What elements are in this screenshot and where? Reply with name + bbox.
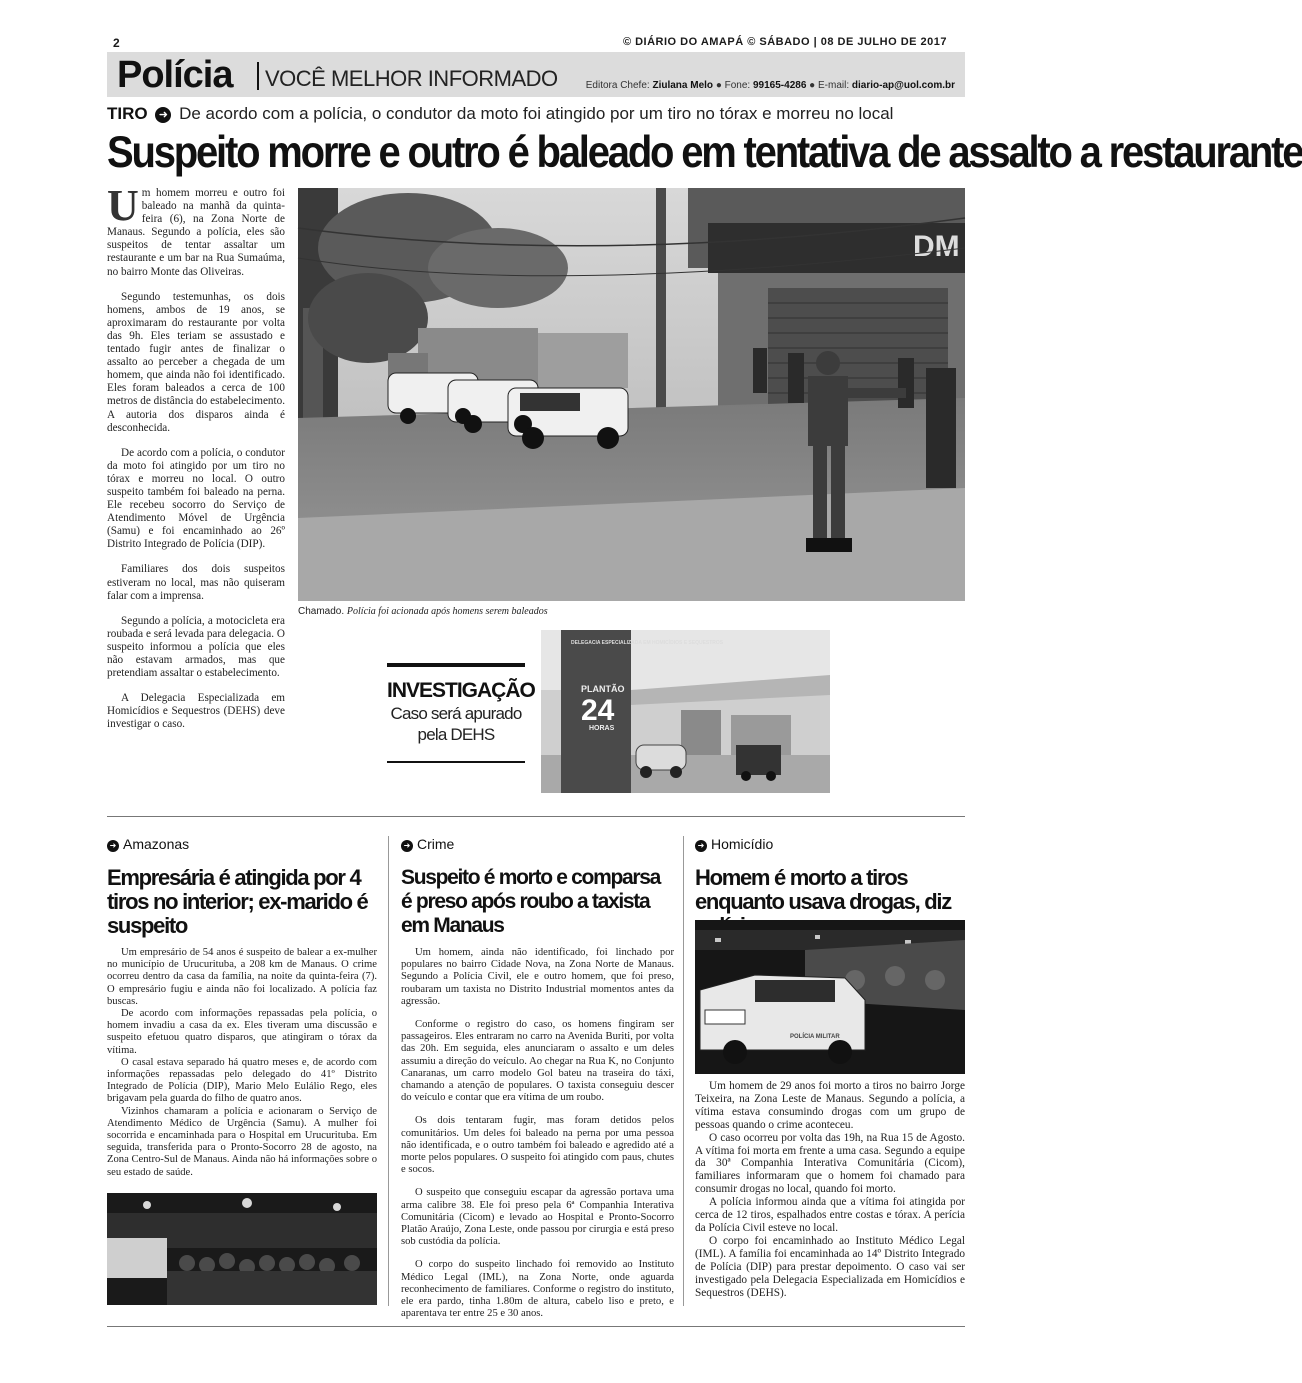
column-body	[107, 947, 377, 1179]
section-title: Polícia	[117, 54, 233, 96]
investigation-subtitle-1: Caso será apurado	[390, 704, 522, 723]
article-paragraph: Familiares dos dois suspeitos estiveram no local, mas não quiseram falar com a imprensa.	[107, 563, 285, 602]
photo-caption: Chamado. Polícia foi acionada após homens serem baleados	[298, 606, 548, 617]
column-paragraph: O caso ocorreu por volta das 19h, na Rua 15 de Agosto. A vítima foi morta em frente a uma casa. Segundo a equipe da 30ª Companhia Interativa Comunitária (Cicom), familiares informaram que o homem foi chamado para consumir drogas no local, quando foi morto.	[695, 1131, 965, 1196]
column-paragraph: O corpo do suspeito linchado foi removido ao Instituto Médico Legal (IML), na Zona Norte, onde aguarda reconhecimento de familiares. Conforme o registro do instituto, ele era pardo, tinha 1.80m de altura, cabelo liso e preto, e aparentava ter entre 25 e 30 anos.	[401, 1259, 674, 1320]
column-amazonas	[107, 836, 377, 1179]
article-paragraph: A Delegacia Especializada em Homicídios e Sequestros (DEHS) deve investigar o caso.	[107, 692, 285, 731]
bullet-icon: ●	[715, 80, 725, 91]
column-paragraph: Os dois tentaram fugir, mas foram detidos pelos comunitários. Um deles foi baleado na perna por uma pessoa não identificada, e o outro também foi baleado e agredido até a morte pelos populares. O suspeito foi atingido com paus, chutes e socos.	[401, 1115, 674, 1176]
police-station-photo	[541, 630, 830, 793]
section-divider	[257, 62, 259, 90]
article-paragraph: Segundo testemunhas, os dois homens, ambos de 19 anos, se aproximaram do restaurante por volta das 9h. Eles teriam se assustado e tentado fugir antes de finalizar o assalto ao perceber a chegada de um homem, que ainda não foi identificado. Eles foram baleados a cerca de 100 metros de distância do estabelecimento. A autoria dos disparos ainda é desconhecida.	[107, 290, 286, 434]
column-paragraph: Um empresário de 54 anos é suspeito de balear a ex-mulher no município de Urucurituba, a 208 km de Manaus. O crime ocorreu dentro da casa da família, na noite da quinta-feira (7). O empresário fugiu e ainda não foi localizado. A polícia faz buscas.	[107, 947, 377, 1007]
article-paragraph: Um homem morreu e outro foi baleado na manhã da quinta-feira (6), na Zona Norte de Manaus. Segundo a polícia, eles são suspeitos de tentar assaltar um restaurante e um bar na Rua Sumaúma, no bairro Monte das Oliveiras.	[107, 181, 285, 278]
investigation-box	[387, 663, 535, 763]
column-homicidio-text	[695, 1080, 965, 1299]
column-paragraph: O corpo foi encaminhado ao Instituto Médico Legal (IML). A família foi encaminhada ao 14º Distrito Integrado de Polícia (DIP) para prestar depoimento. O caso vai ser investigado pela Delegacia Especializada em Homicídios e Sequestros (DEHS).	[695, 1234, 965, 1299]
plantao-text: PLANTÃO	[581, 684, 625, 694]
main-headline: Suspeito morre e outro é baleado em tentativa de assalto a restaurante	[107, 128, 1302, 178]
police-car-night-photo	[695, 920, 965, 1074]
kicker-text: De acordo com a polícia, o condutor da moto foi atingido por um tiro no tórax e morreu no local	[179, 104, 894, 123]
category-label: ➜ Amazonas	[107, 836, 377, 852]
column-paragraph: Conforme o registro do caso, os homens fingiram ser passageiros. Eles entraram no carro na Avenida Buriti, por volta das 20h. Em seguida, eles anunciaram o assalto e um deles assumiu a direção do veículo. Ao chegar na Rua K, no Conjunto Canaranas, um carro modelo Gol bateu na traseira do táxi, chamando a atenção de populares. O taxista conseguiu descer do veículo e contar que era vítima de um roubo.	[401, 1019, 674, 1104]
car-label-text: POLÍCIA MILITAR	[790, 1034, 840, 1040]
article-paragraph: De acordo com a polícia, o condutor da moto foi atingido por um tiro no tórax e morreu no local. O outro suspeito também foi baleado na perna. Ele recebeu socorro do Serviço de Atendimento Móvel de Urgência (Samu) e foi encaminhado ao 26º Distrito Integrado de Polícia (DIP).	[107, 446, 285, 551]
section-divider-rule	[107, 816, 965, 817]
investigation-subtitle-2: pela DEHS	[417, 725, 495, 744]
column-headline: Empresária é atingida por 4 tiros no interior; ex-marido é suspeito	[107, 865, 368, 938]
station-sign-text: DELEGACIA ESPECIALIZADA EM HOMICÍDIOS E SEQUESTROS	[571, 640, 724, 646]
arrow-right-icon: ➜	[107, 840, 119, 852]
kicker-tag: TIRO	[107, 104, 148, 123]
editor-info: Editora Chefe: Ziulana Melo ● Fone: 99165-4286 ● E-mail: diario-ap@uol.com.br	[585, 80, 955, 91]
column-paragraph: Vizinhos chamaram a polícia e acionaram o Serviço de Atendimento Médico de Urgência (Samu). A mulher foi socorrida e encaminhada para o Hospital em Urucurituba. Em seguida, transferida para o Pronto-Socorro 28 de agosto, na Zona Centro-Sul de Manaus. Ainda não há informações sobre o seu estado de saúde.	[107, 1105, 377, 1178]
column-headline: Suspeito é morto e comparsa é preso após roubo a taxista em Manaus	[401, 866, 660, 937]
main-article-body	[107, 181, 286, 743]
column-body	[401, 947, 674, 1320]
column-body	[695, 1080, 965, 1299]
section-slogan: VOCÊ MELHOR INFORMADO	[265, 66, 558, 91]
night-crowd-illustration	[107, 1193, 377, 1305]
column-paragraph: Um homem, ainda não identificado, foi linchado por populares no bairro Cidade Nova, na Zona Norte de Manaus. Segundo a Polícia Civil, ele e outro homem, que foi preso, roubaram um taxista no Distrito Industrial momentos antes da agressão.	[401, 947, 674, 1007]
drop-cap: U	[107, 181, 139, 230]
column-paragraph: A polícia informou ainda que a vítima foi atingida por cerca de 12 tiros, espalhados entre costas e tórax. A perícia da Polícia Civil esteve no local.	[695, 1196, 965, 1234]
column-headline: Homem é morto a tiros enquanto usava drogas, diz	[695, 865, 951, 914]
category-label: ➜ Homicídio	[695, 836, 965, 852]
street-scene-illustration	[298, 188, 965, 601]
bullet-icon: ●	[809, 80, 818, 91]
store-sign-text: DM	[913, 230, 960, 263]
plantao-horas-text: HORAS	[589, 725, 615, 732]
bottom-rule	[107, 1326, 965, 1327]
category-label: ➜ Crime	[401, 836, 674, 852]
police-car-illustration	[695, 920, 965, 1074]
column-paragraph: O casal estava separado há quatro meses e, de acordo com informações repassadas pelo delegado do 41º Distrito Integrado de Polícia (DIP), Mario Melo Eulálio Rego, eles brigavam pela guarda do filho de quatro anos.	[107, 1056, 377, 1105]
night-crowd-photo	[107, 1193, 377, 1305]
article-paragraph: Segundo a polícia, a motocicleta era roubada e será levada para delegacia. O suspeito informou a polícia que eles não estavam armados, mas que pretendiam assaltar o estabelecimento.	[107, 614, 285, 680]
plantao-24-text: 24	[581, 694, 615, 727]
column-crime	[401, 836, 674, 1320]
column-paragraph: Um homem de 29 anos foi morto a tiros no bairro Jorge Teixeira, na Zona Leste de Manaus. Segundo a polícia, a vítima estava consumindo drogas com um grupo de pessoas quando o crime aconteceu.	[695, 1080, 965, 1131]
column-paragraph: De acordo com informações repassadas pela polícia, o homem invadiu a casa da ex. Eles tiveram uma discussão e suspeito efetuou quatro disparos, que atingiram o tórax da vítima.	[107, 1008, 377, 1056]
date-line: © DIÁRIO DO AMAPÁ © SÁBADO | 08 DE JULHO DE 2017	[622, 36, 947, 48]
column-paragraph: O suspeito que conseguiu escapar da agressão portava uma arma calibre 38. Ele foi preso pela 6ª Companhia Interativa Comunitária (Cicom) e levado ao Hospital e Pronto-Socorro Platão Araújo, Zona Leste, onde passou por cirurgia e está preso sob custódia da polícia.	[401, 1187, 674, 1248]
column-divider	[388, 836, 389, 1306]
investigation-title: INVESTIGAÇÃO	[387, 679, 535, 702]
police-station-illustration	[541, 630, 830, 793]
section-header	[107, 52, 965, 97]
main-photo	[298, 188, 965, 601]
arrow-right-icon: ➜	[155, 107, 171, 123]
column-divider	[683, 836, 684, 1306]
arrow-right-icon: ➜	[401, 840, 413, 852]
page-number: 2	[113, 36, 120, 50]
kicker	[107, 104, 893, 124]
arrow-right-icon: ➜	[695, 840, 707, 852]
